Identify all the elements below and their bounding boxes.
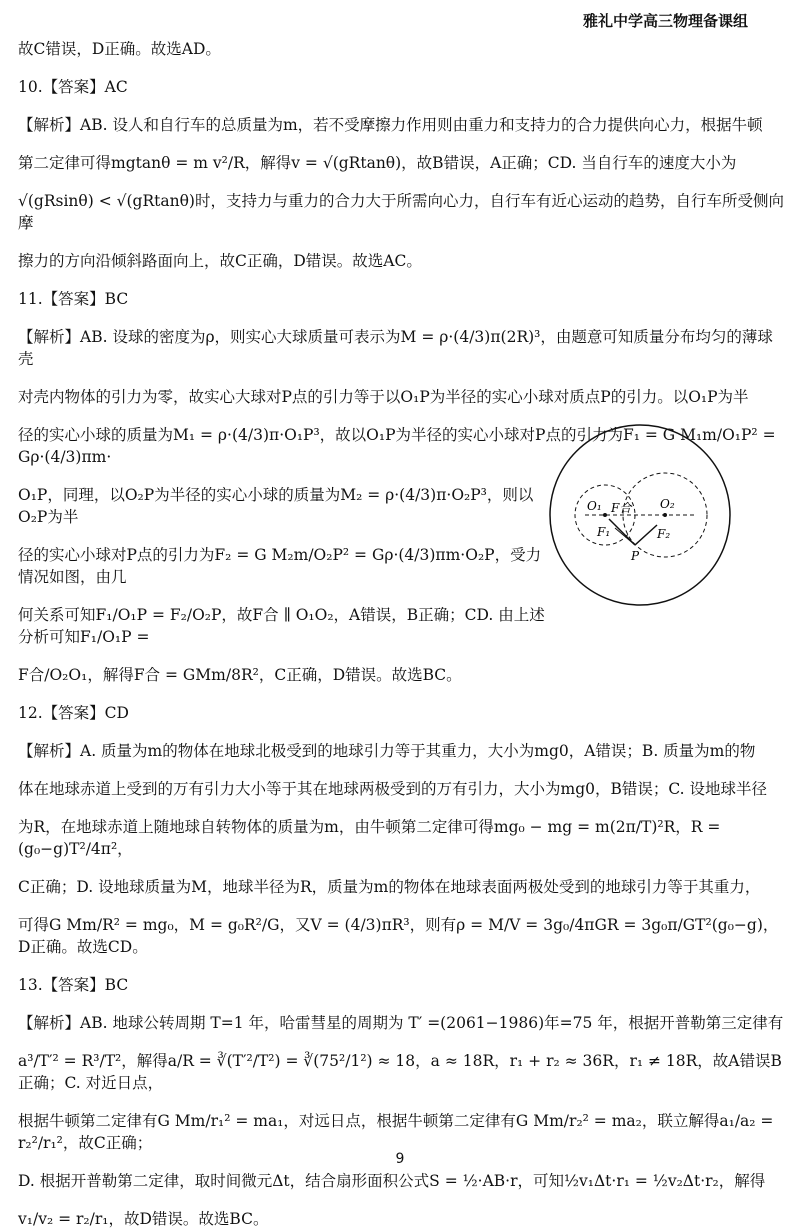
force-f2	[635, 525, 657, 545]
text-line: 第二定律可得mgtanθ = m v²/R，解得v = √(gRtanθ)，故B错误，A正确；CD. 当自行车的速度大小为	[18, 154, 737, 172]
text-line: C正确；D. 设地球质量为M，地球半径为R，质量为m的物体在地球表面两极处受到的地球引力等于其重力，	[18, 878, 761, 896]
text-line: 体在地球赤道上受到的万有引力大小等于其在地球两极受到的万有引力，大小为mg0，B错误；C. 设地球半径	[18, 780, 768, 798]
center-o2	[663, 513, 667, 517]
text-line: 【解析】AB. 设球的密度为ρ，则实心大球质量可表示为M = ρ·(4/3)π(2R)³，由题意可知质量分布均匀的薄球壳	[18, 328, 773, 368]
text-line: F合/O₂O₁，解得F合 = GMm/8R²，C正确，D错误。故选BC。	[18, 666, 462, 684]
text-line: D. 根据开普勒第二定律，取时间微元Δt，结合扇形面积公式S = ½·AB·r，可知½v₁Δt·r₁ = ½v₂Δt·r₂，解得	[18, 1172, 766, 1190]
text-line: 对壳内物体的引力为零，故实心大球对P点的引力等于以O₁P为半径的实心小球对质点P的引力。以O₁P为半	[18, 388, 749, 406]
text-line: 擦力的方向沿倾斜路面向上，故C正确，D错误。故选AC。	[18, 252, 422, 270]
document-body	[18, 38, 784, 1230]
large-sphere-outline	[550, 425, 730, 605]
text-line: 故C错误，D正确。故选AD。	[18, 40, 221, 58]
label-f1: F₁	[597, 525, 611, 539]
text-line: √(gRsinθ) < √(gRtanθ)时，支持力与重力的合力大于所需向心力，自行车有近心运动的趋势，自行车所受侧向摩	[18, 192, 784, 232]
text-line: 【解析】AB. 设人和自行车的总质量为m，若不受摩擦力作用则由重力和支持力的合力提供向心力，根据牛顿	[18, 116, 763, 134]
label-fhe: F合	[611, 501, 632, 515]
text-line: v₁/v₂ = r₂/r₁，故D错误。故选BC。	[18, 1210, 269, 1228]
sphere-force-diagram	[545, 420, 735, 610]
text-line: O₁P，同理，以O₂P为半径的实心小球的质量为M₂ = ρ·(4/3)π·O₂P³，则以O₂P为半	[18, 486, 534, 526]
label-f2: F₂	[657, 527, 671, 541]
text-line: 【解析】A. 质量为m的物体在地球北极受到的地球引力等于其重力，大小为mg0，A错误；B. 质量为m的物	[18, 742, 756, 760]
text-line: 为R，在地球赤道上随地球自转物体的质量为m，由牛顿第二定律可得mg₀ − mg = m(2π/T)²R，R = (g₀−g)T²/4π²，	[18, 818, 721, 858]
text-line: 径的实心小球对P点的引力为F₂ = G M₂m/O₂P² = Gρ·(4/3)πm·O₂P，受力情况如图，由几	[18, 546, 542, 586]
text-line: 径的实心小球的质量为M₁ = ρ·(4/3)π·O₁P³，故以O₁P为半径的实心小球对P点的引力为F₁ = G M₁m/O₁P² = Gρ·(4/3)πm·	[18, 426, 776, 466]
answer-heading-12: 12.【答案】CD	[18, 704, 129, 722]
text-line: 根据牛顿第二定律有G Mm/r₁² = ma₁，对远日点，根据牛顿第二定律有G Mm/r₂² = ma₂，联立解得a₁/a₂ = r₂²/r₁²，故C正确；	[18, 1112, 774, 1152]
answer-heading-13: 13.【答案】BC	[18, 976, 129, 994]
page-number: 9	[395, 1151, 405, 1167]
label-o1: O₁	[587, 499, 602, 513]
label-o2: O₂	[660, 497, 675, 511]
text-line: a³/T′² = R³/T²，解得a/R = ∛(T′²/T²) = ∛(75²/1²) ≈ 18，a ≈ 18R，r₁ + r₂ ≈ 36R，r₁ ≠ 18R，故A错误B正确；C. 对近日点，	[18, 1052, 782, 1092]
answer-heading-11: 11.【答案】BC	[18, 290, 129, 308]
label-p: P	[631, 549, 640, 563]
center-o1	[603, 513, 607, 517]
text-line: 可得G Mm/R² = mg₀，M = g₀R²/G，又V = (4/3)πR³，则有ρ = M/V = 3g₀/4πGR = 3g₀π/GT²(g₀−g)，D正确。故选CD。	[18, 916, 779, 956]
answer-heading-10: 10.【答案】AC	[18, 78, 128, 96]
force-resultant	[615, 528, 635, 545]
header-title: 雅礼中学高三物理备课组	[582, 12, 748, 30]
text-line: 【解析】AB. 地球公转周期 T=1 年，哈雷彗星的周期为 T′ =(2061−1986)年=75 年，根据开普勒第三定律有	[18, 1014, 784, 1032]
text-line: 何关系可知F₁/O₁P = F₂/O₂P，故F合 ∥ O₁O₂，A错误，B正确；CD. 由上述分析可知F₁/O₁P =	[18, 606, 545, 646]
